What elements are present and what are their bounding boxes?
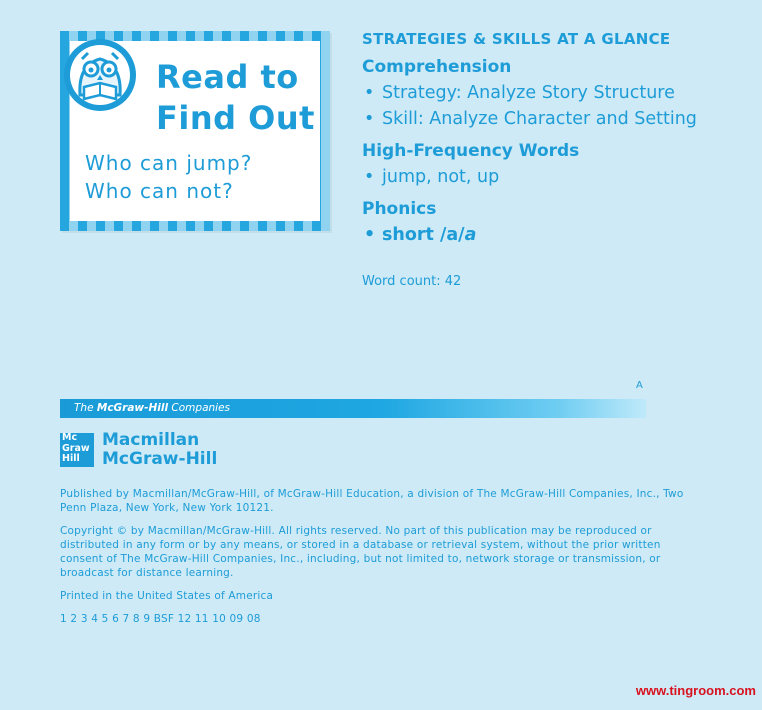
watermark: www.tingroom.com	[635, 683, 756, 698]
owl-reading-icon	[60, 35, 140, 115]
title-line-2: Find Out	[156, 99, 315, 137]
comprehension-list	[362, 80, 752, 132]
skills-panel	[362, 28, 752, 289]
publisher-statement: Published by Macmillan/McGraw-Hill, of McGraw-Hill Education, a division of The McGraw-Hill Companies, Inc., Two Penn Plaza, New York, New York 10121.	[60, 488, 684, 514]
mcgraw-hill-logo-icon	[60, 433, 94, 467]
banner-brand: McGraw-Hill	[96, 402, 169, 414]
banner-prefix: The	[74, 402, 94, 414]
phonics-title: Phonics	[362, 199, 437, 219]
read-to-find-out-title	[156, 57, 315, 139]
printed-in: Printed in the United States of America	[60, 590, 274, 602]
high-frequency-words-list	[362, 164, 752, 190]
title-line-1: Read to	[156, 58, 299, 96]
comprehension-title: Comprehension	[362, 57, 512, 77]
list-item: • Skill: Analyze Character and Setting	[362, 106, 752, 132]
question-2: Who can not?	[85, 179, 234, 203]
list-item: • Strategy: Analyze Story Structure	[362, 80, 752, 106]
phonics-item-prefix: short /a/	[382, 225, 465, 245]
copyright-statement: Copyright © by Macmillan/McGraw-Hill. All rights reserved. No part of this publication may be reproduced or distributed in any form or by any means, or stored in a database or retrieval system, without the prior written consent of The McGraw-Hill Companies, Inc., including, but not limited to, network storage or transmission, or broadcast for distance learning.	[60, 525, 661, 579]
read-to-find-out-box	[60, 31, 330, 231]
list-item	[362, 222, 752, 248]
print-code: 1 2 3 4 5 6 7 8 9 BSF 12 11 10 09 08	[60, 613, 261, 625]
logo-line-1: Macmillan	[102, 430, 200, 450]
logo-box-line: Hill	[62, 453, 80, 464]
level-letter: A	[636, 380, 643, 391]
read-to-find-out-panel	[70, 41, 320, 221]
high-frequency-words-title: High-Frequency Words	[362, 141, 580, 161]
logo-box-line: Graw	[62, 442, 90, 454]
phonics-item-letter: a	[464, 225, 477, 245]
logo-line-2: McGraw-Hill	[102, 449, 218, 469]
publisher-banner	[60, 399, 646, 418]
questions	[85, 149, 252, 205]
skills-heading: STRATEGIES & SKILLS AT A GLANCE	[362, 30, 671, 48]
banner-text	[74, 402, 230, 414]
phonics-list	[362, 222, 752, 248]
logo-box-line: Mc	[62, 432, 78, 443]
banner-suffix: Companies	[171, 402, 231, 414]
publisher-logo-text	[102, 431, 217, 469]
question-1: Who can jump?	[85, 151, 253, 175]
list-item: • jump, not, up	[362, 164, 752, 190]
word-count: Word count: 42	[362, 274, 462, 289]
